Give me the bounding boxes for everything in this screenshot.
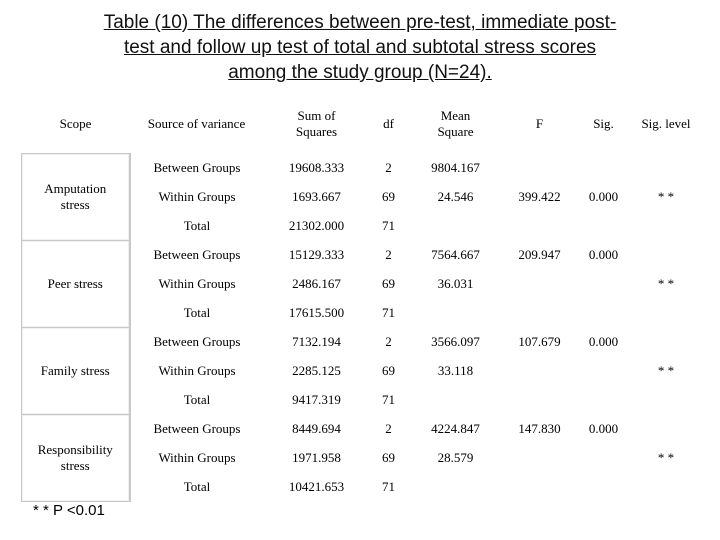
table-row <box>22 415 701 444</box>
empty-cell <box>632 328 701 357</box>
header-scope: Scope <box>59 116 92 131</box>
f-cell: 399.422 <box>518 189 561 204</box>
source-cell: Total <box>183 479 211 494</box>
header-f: F <box>535 116 544 132</box>
source-cell: Between Groups <box>153 160 241 175</box>
empty-cell <box>504 386 576 415</box>
empty-cell <box>576 386 632 415</box>
f-cell: 147.830 <box>518 421 561 436</box>
title-line: Table (10) The differences between pre-test, immediate post- <box>103 12 617 33</box>
mean-square-cell: 28.579 <box>437 450 474 465</box>
sum-of-squares-cell: 8449.694 <box>292 421 341 436</box>
df-cell: 69 <box>382 189 395 204</box>
empty-cell <box>576 357 632 386</box>
title-line: test and follow up test of total and subtotal stress scores <box>123 37 597 58</box>
df-cell: 71 <box>382 218 395 233</box>
empty-cell <box>576 473 632 502</box>
table-title <box>0 10 720 85</box>
title-line: among the study group (N=24). <box>228 62 492 83</box>
source-cell: Within Groups <box>158 276 236 291</box>
source-cell: Total <box>183 218 211 233</box>
mean-square-cell: 24.546 <box>437 189 474 204</box>
header-df: df <box>383 116 394 132</box>
sig-cell: 0.000 <box>588 421 619 436</box>
sum-of-squares-cell: 15129.333 <box>288 247 345 262</box>
sum-of-squares-cell: 2285.125 <box>292 363 341 378</box>
empty-cell <box>632 386 701 415</box>
source-cell: Between Groups <box>153 334 241 349</box>
empty-cell <box>632 415 701 444</box>
scope-cell: Peer stress <box>22 241 130 328</box>
header-sig-level: Sig. level <box>641 116 691 132</box>
df-cell: 69 <box>382 276 395 291</box>
scope-cell: Amputation stress <box>22 154 130 241</box>
df-cell: 71 <box>382 479 395 494</box>
scope-cell: Responsibility stress <box>22 415 130 502</box>
sum-of-squares-cell: 7132.194 <box>292 334 341 349</box>
source-cell: Within Groups <box>158 363 236 378</box>
header-mean-square: Mean Square <box>437 108 474 140</box>
footnote: * * P <0.01 <box>33 502 105 519</box>
empty-cell <box>576 444 632 473</box>
sum-of-squares-cell: 1971.958 <box>292 450 341 465</box>
table-row <box>22 328 701 357</box>
df-cell: 2 <box>385 160 392 175</box>
mean-square-cell: 7564.667 <box>431 247 480 262</box>
mean-square-cell <box>408 212 504 241</box>
f-cell: 107.679 <box>518 334 561 349</box>
sig-level-cell: * * <box>657 276 675 291</box>
source-cell: Within Groups <box>158 450 236 465</box>
df-cell: 69 <box>382 450 395 465</box>
sig-cell: 0.000 <box>588 334 619 349</box>
header-sig: Sig. <box>593 116 614 132</box>
header-row <box>22 95 701 154</box>
sig-level-cell: * * <box>657 189 675 204</box>
f-cell: 209.947 <box>518 247 561 262</box>
empty-cell <box>632 241 701 270</box>
empty-cell <box>632 299 701 328</box>
mean-square-cell: 9804.167 <box>431 160 480 175</box>
sig-level-cell: * * <box>657 363 675 378</box>
source-cell: Total <box>183 305 211 320</box>
source-cell: Within Groups <box>158 189 236 204</box>
mean-square-cell <box>408 386 504 415</box>
empty-cell <box>576 299 632 328</box>
df-cell: 2 <box>385 421 392 436</box>
source-cell: Between Groups <box>153 247 241 262</box>
mean-square-cell <box>408 299 504 328</box>
df-cell: 2 <box>385 247 392 262</box>
empty-cell <box>632 473 701 502</box>
df-cell: 2 <box>385 334 392 349</box>
mean-square-cell: 36.031 <box>437 276 474 291</box>
sig-level-cell: * * <box>657 450 675 465</box>
table-row <box>22 241 701 270</box>
sum-of-squares-cell: 2486.167 <box>292 276 341 291</box>
sig-cell: 0.000 <box>588 189 619 204</box>
sig-cell: 0.000 <box>588 247 619 262</box>
source-cell: Between Groups <box>153 421 241 436</box>
empty-cell <box>504 299 576 328</box>
sum-of-squares-cell: 10421.653 <box>288 479 345 494</box>
mean-square-cell: 3566.097 <box>431 334 480 349</box>
sum-of-squares-cell: 17615.500 <box>288 305 345 320</box>
empty-cell <box>504 270 576 299</box>
empty-cell <box>504 357 576 386</box>
header-source: Source of variance <box>147 116 246 132</box>
sum-of-squares-cell: 19608.333 <box>288 160 345 175</box>
empty-cell <box>504 473 576 502</box>
empty-cell <box>504 444 576 473</box>
df-cell: 71 <box>382 305 395 320</box>
header-sum-of-squares: Sum of Squares <box>295 108 338 140</box>
mean-square-cell: 4224.847 <box>431 421 480 436</box>
source-cell: Total <box>183 392 211 407</box>
scope-cell: Family stress <box>22 328 130 415</box>
df-cell: 69 <box>382 363 395 378</box>
sum-of-squares-cell: 1693.667 <box>292 189 341 204</box>
mean-square-cell <box>408 473 504 502</box>
df-cell: 71 <box>382 392 395 407</box>
mean-square-cell: 33.118 <box>437 363 474 378</box>
empty-cell <box>576 270 632 299</box>
sum-of-squares-cell: 21302.000 <box>288 218 345 233</box>
sum-of-squares-cell: 9417.319 <box>292 392 341 407</box>
table-row <box>22 154 701 183</box>
anova-table <box>21 95 701 502</box>
